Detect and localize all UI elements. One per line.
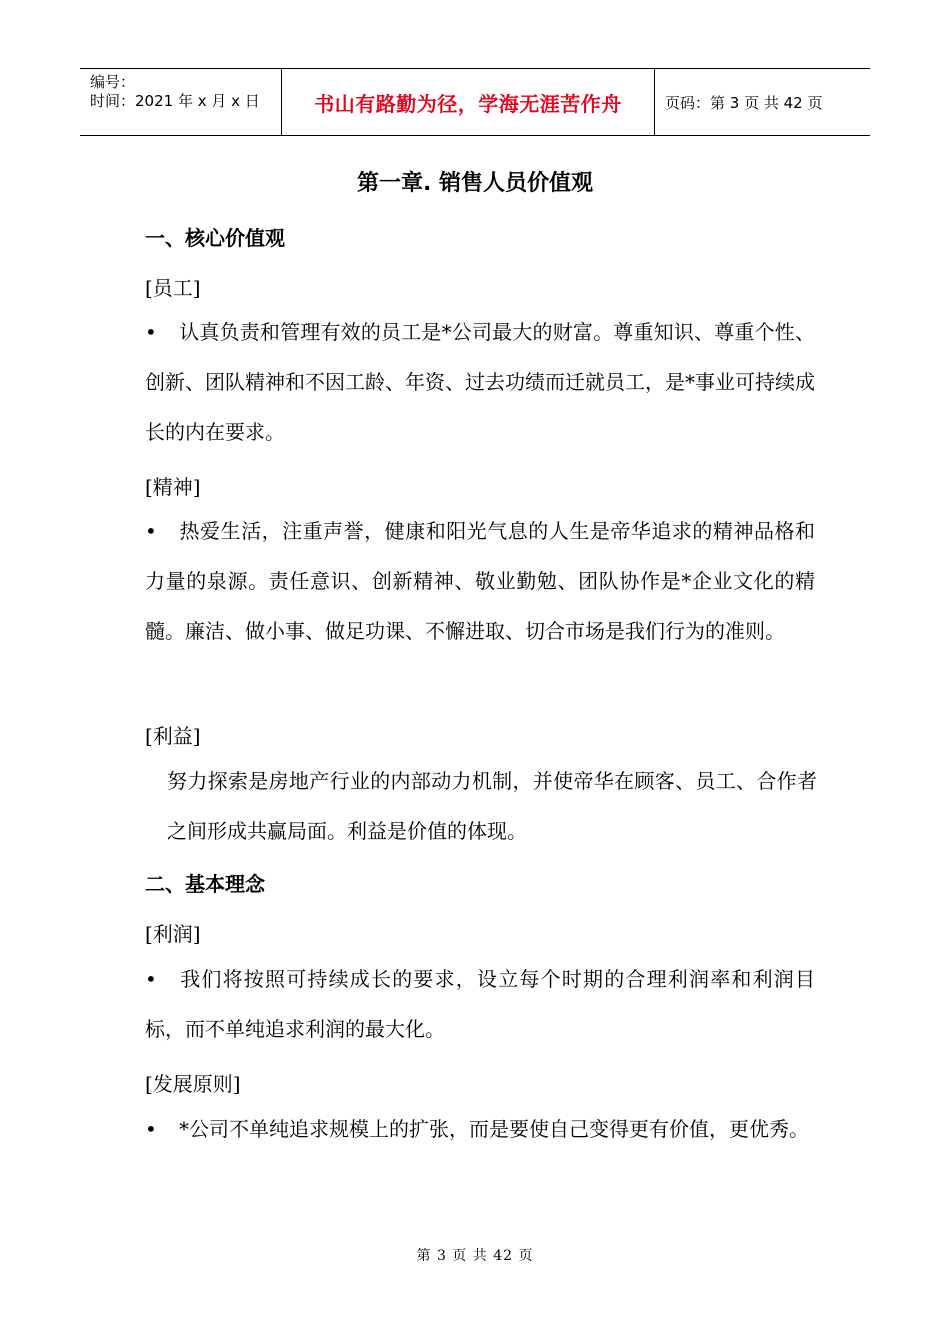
paragraph-text: 努力探索是房地产行业的内部动力机制，并使帝华在顾客、员工、合作者之间形成共赢局面。利益是价值的体现。 bbox=[167, 769, 817, 843]
header-motto: 书山有路勤为径，学海无涯苦作舟 bbox=[282, 69, 655, 135]
bullet-marker: • bbox=[145, 519, 157, 543]
section-heading-basic-concepts: 二、基本理念 bbox=[145, 872, 265, 896]
bullet-marker: • bbox=[145, 967, 157, 991]
tag-benefit: [利益] bbox=[145, 724, 201, 748]
paragraph-text: 我们将按照可持续成长的要求，设立每个时期的合理利润率和利润目标，而不单纯追求利润的最大化。 bbox=[145, 967, 815, 1041]
header-meta bbox=[80, 69, 282, 135]
tag-spirit: [精神] bbox=[145, 475, 201, 499]
paragraph-employee bbox=[145, 307, 815, 457]
paragraph-spirit bbox=[145, 506, 815, 656]
paragraph-development bbox=[145, 1104, 815, 1154]
document-number-label: 编号： bbox=[90, 73, 136, 91]
page-footer: 第 3 页 共 42 页 bbox=[416, 1248, 534, 1264]
tag-employee: [员工] bbox=[145, 276, 201, 300]
document-date-label: 时间：2021 年 x 月 x 日 bbox=[90, 92, 260, 110]
tag-development-principle: [发展原则] bbox=[145, 1072, 241, 1096]
paragraph-text: 热爱生活，注重声誉，健康和阳光气息的人生是帝华追求的精神品格和力量的泉源。责任意识、创新精神、敬业勤勉、团队协作是*企业文化的精髓。廉洁、做小事、做足功课、不懈进取、切合市场是我们行为的准则。 bbox=[145, 519, 815, 643]
bullet-marker: • bbox=[145, 1117, 157, 1141]
paragraph-text: *公司不单纯追求规模上的扩张，而是要使自己变得更有价值，更优秀。 bbox=[179, 1117, 809, 1141]
paragraph-text: 认真负责和管理有效的员工是*公司最大的财富。尊重知识、尊重个性、创新、团队精神和不因工龄、年资、过去功绩而迁就员工，是*事业可持续成长的内在要求。 bbox=[145, 320, 815, 444]
page-header bbox=[80, 68, 870, 136]
tag-profit: [利润] bbox=[145, 922, 201, 946]
header-page-info: 页码：第 3 页 共 42 页 bbox=[665, 93, 823, 112]
section-heading-core-values: 一、核心价值观 bbox=[145, 226, 285, 250]
chapter-title: 第一章. 销售人员价值观 bbox=[356, 171, 594, 196]
paragraph-benefit bbox=[167, 756, 817, 856]
paragraph-profit bbox=[145, 954, 815, 1054]
bullet-marker: • bbox=[145, 320, 157, 344]
